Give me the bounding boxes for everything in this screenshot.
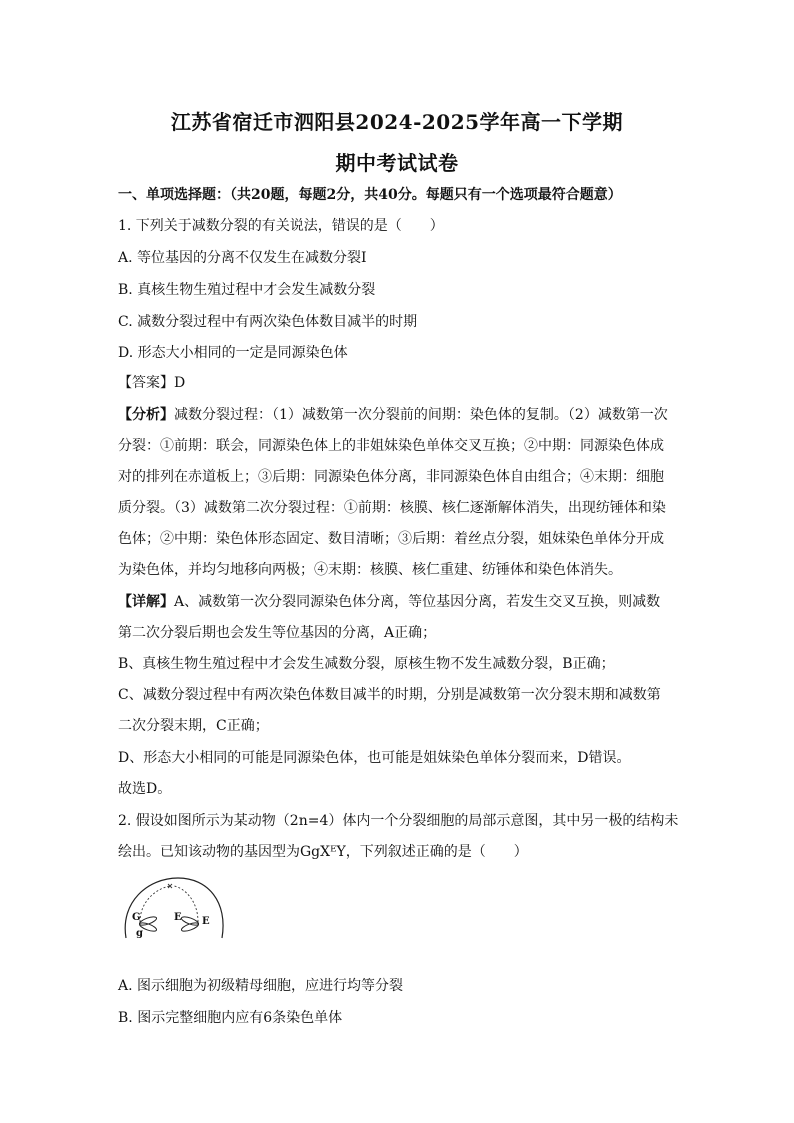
analysis-line-1	[118, 406, 678, 424]
section-heading: 一、单项选择题：（共20题，每题2分，共40分。每题只有一个选项最符合题意）	[118, 187, 622, 203]
question-1-answer: 【答案】D	[118, 375, 186, 391]
page-subtitle: 期中考试试卷	[335, 151, 459, 175]
detail-line-3: B、真核生物生殖过程中才会发生减数分裂，原核生物不发生减数分裂，B正确；	[118, 656, 615, 672]
question-1-option-d: D. 形态大小相同的一定是同源染色体	[118, 345, 348, 361]
gene-label-g: g	[136, 928, 143, 939]
analysis-line-5: 色体；②中期：染色体形态固定、数目清晰；③后期：着丝点分裂，姐妹染色单体分开成	[118, 531, 664, 547]
detail-text: A、减数第一次分裂同源染色体分离，等位基因分离，若发生交叉互换，则减数	[174, 594, 661, 610]
chromosome-right-lower	[181, 921, 200, 933]
gene-label-E-outer: E	[202, 916, 210, 927]
question-2-option-a: A. 图示细胞为初级精母细胞，应进行均等分裂	[118, 978, 404, 994]
analysis-line-2: 分裂：①前期：联会，同源染色体上的非姐妹染色单体交叉互换；②中期：同源染色体成	[118, 438, 664, 454]
cell-division-diagram	[118, 872, 228, 952]
detail-line-6: D、形态大小相同的可能是同源染色体，也可能是姐妹染色单体分裂而来，D错误。	[118, 750, 631, 766]
page-title: 江苏省宿迁市泗阳县2024-2025学年高一下学期	[170, 110, 624, 134]
detail-line-7: 故选D。	[118, 781, 172, 797]
detail-line-2: 第二次分裂后期也会发生等位基因的分离，A正确；	[118, 625, 437, 641]
gene-label-G: G	[132, 912, 141, 923]
analysis-line-6: 为染色体，并均匀地移向两极；④末期：核膜、核仁重建、纺锤体和染色体消失。	[118, 562, 622, 578]
cell-division-figure	[118, 872, 228, 952]
question-2-stem-line-1: 2. 假设如图所示为某动物（2n=4）体内一个分裂细胞的局部示意图，其中另一极的结构未	[118, 813, 679, 829]
analysis-text: 减数分裂过程：（1）减数第一次分裂前的间期：染色体的复制。（2）减数第一次	[174, 407, 668, 423]
detail-line-4: C、减数分裂过程中有两次染色体数目减半的时期，分别是减数第一次分裂末期和减数第	[118, 687, 661, 703]
question-1-option-c: C. 减数分裂过程中有两次染色体数目减半的时期	[118, 314, 418, 330]
question-1-option-b: B. 真核生物生殖过程中才会发生减数分裂	[118, 282, 376, 298]
gene-label-E-inner: E	[174, 912, 182, 923]
analysis-label: 【分析】	[118, 407, 174, 423]
chromosome-left-upper	[139, 915, 158, 927]
chromosome-right-upper	[181, 915, 200, 927]
analysis-line-4: 质分裂。（3）减数第二次分裂过程：①前期：核膜、核仁逐渐解体消失，出现纺锤体和染	[118, 500, 666, 516]
detail-line-1	[118, 593, 678, 611]
analysis-line-3: 对的排列在赤道板上；③后期：同源染色体分离，非同源染色体自由组合；④末期：细胞	[118, 469, 664, 485]
question-2-option-b: B. 图示完整细胞内应有6条染色单体	[118, 1010, 343, 1026]
detail-label: 【详解】	[118, 594, 174, 610]
question-1-stem: 1. 下列关于减数分裂的有关说法，错误的是（ ）	[118, 218, 444, 234]
question-1-option-a: A. 等位基因的分离不仅发生在减数分裂Ⅰ	[118, 250, 367, 266]
detail-line-5: 二次分裂末期，C正确；	[118, 718, 269, 734]
question-2-stem-line-2: 绘出。已知该动物的基因型为GgXᴱY，下列叙述正确的是（ ）	[118, 844, 528, 860]
